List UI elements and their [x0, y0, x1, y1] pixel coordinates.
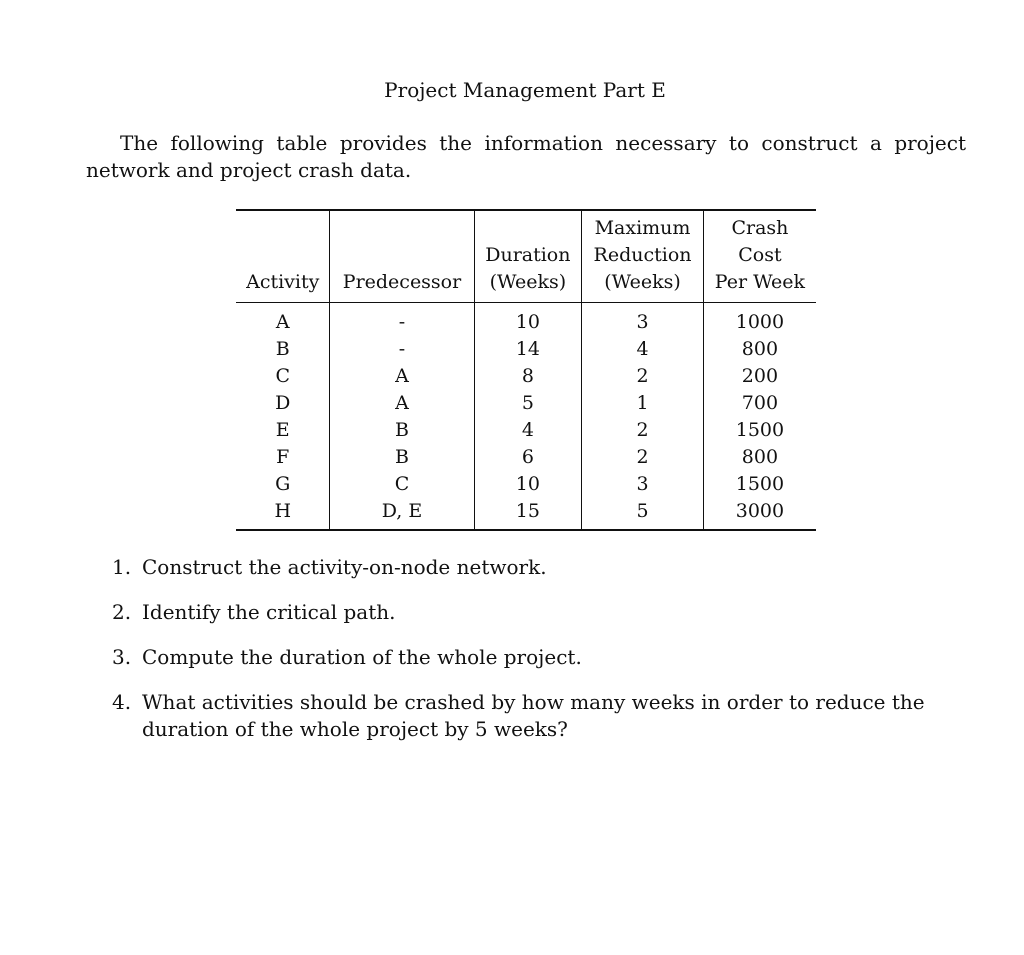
cell-max-reduction: 1 [582, 390, 704, 417]
cell-duration: 10 [474, 303, 582, 337]
cell-predecessor: - [330, 336, 474, 363]
cell-max-reduction: 3 [582, 303, 704, 337]
page-title: Project Management Part E [384, 78, 666, 102]
cell-max-reduction: 4 [582, 336, 704, 363]
question-text: What activities should be crashed by how many weeks in order to reduce the duration of the whole project by 5 weeks? [142, 690, 925, 741]
col-header-max-reduction: Maximum Reduction (Weeks) [582, 210, 704, 303]
cell-predecessor: A [330, 363, 474, 390]
cell-crash-cost: 1500 [703, 471, 816, 498]
table-row [236, 444, 816, 471]
cell-activity: E [275, 419, 290, 441]
cell-duration: 15 [474, 498, 582, 530]
cell-predecessor: C [330, 471, 474, 498]
cell-duration: 14 [474, 336, 582, 363]
question-number: 3. [112, 645, 132, 669]
cell-duration: 6 [474, 444, 582, 471]
cell-predecessor: B [330, 417, 474, 444]
table-header-row [236, 210, 816, 303]
cell-activity: A [275, 311, 290, 333]
cell-crash-cost: 3000 [703, 498, 816, 530]
cell-max-reduction: 5 [582, 498, 704, 530]
list-item [112, 644, 970, 671]
table-row [236, 417, 816, 444]
table-row [236, 390, 816, 417]
cell-duration: 10 [474, 471, 582, 498]
list-item [112, 689, 970, 743]
cell-predecessor: A [330, 390, 474, 417]
cell-crash-cost: 1000 [703, 303, 816, 337]
list-item [112, 599, 970, 626]
question-text: Identify the critical path. [142, 600, 396, 624]
question-text: Compute the duration of the whole project. [142, 645, 582, 669]
cell-activity: G [275, 473, 291, 495]
cell-activity: C [275, 365, 291, 387]
col-header-duration: Duration (Weeks) [474, 210, 582, 303]
cell-duration: 8 [474, 363, 582, 390]
cell-crash-cost: 200 [703, 363, 816, 390]
cell-max-reduction: 2 [582, 417, 704, 444]
cell-max-reduction: 3 [582, 471, 704, 498]
col-header-activity: Activity [246, 271, 320, 293]
cell-crash-cost: 800 [703, 336, 816, 363]
cell-activity: F [276, 446, 290, 468]
cell-predecessor: - [330, 303, 474, 337]
intro-paragraph [86, 130, 966, 184]
cell-activity: H [274, 500, 292, 522]
col-header-predecessor: Predecessor [330, 210, 474, 303]
cell-duration: 4 [474, 417, 582, 444]
col-header-crash-cost: Crash Cost Per Week [703, 210, 816, 303]
intro-text: The following table provides the information necessary to construct a project network and project crash data. [86, 131, 966, 182]
cell-predecessor: B [330, 444, 474, 471]
question-number: 4. [112, 690, 132, 714]
cell-max-reduction: 2 [582, 444, 704, 471]
cell-crash-cost: 1500 [703, 417, 816, 444]
table-row [236, 498, 816, 530]
table-row [236, 471, 816, 498]
question-text: Construct the activity-on-node network. [142, 555, 547, 579]
question-number: 2. [112, 600, 132, 624]
table-row [236, 363, 816, 390]
question-list [112, 554, 970, 761]
table-row [236, 303, 816, 337]
cell-predecessor: D, E [330, 498, 474, 530]
question-number: 1. [112, 555, 132, 579]
cell-crash-cost: 800 [703, 444, 816, 471]
cell-activity: B [275, 338, 290, 360]
crash-data-table [236, 209, 816, 531]
cell-activity: D [275, 392, 291, 414]
table-row [236, 336, 816, 363]
cell-crash-cost: 700 [703, 390, 816, 417]
cell-duration: 5 [474, 390, 582, 417]
cell-max-reduction: 2 [582, 363, 704, 390]
list-item [112, 554, 970, 581]
